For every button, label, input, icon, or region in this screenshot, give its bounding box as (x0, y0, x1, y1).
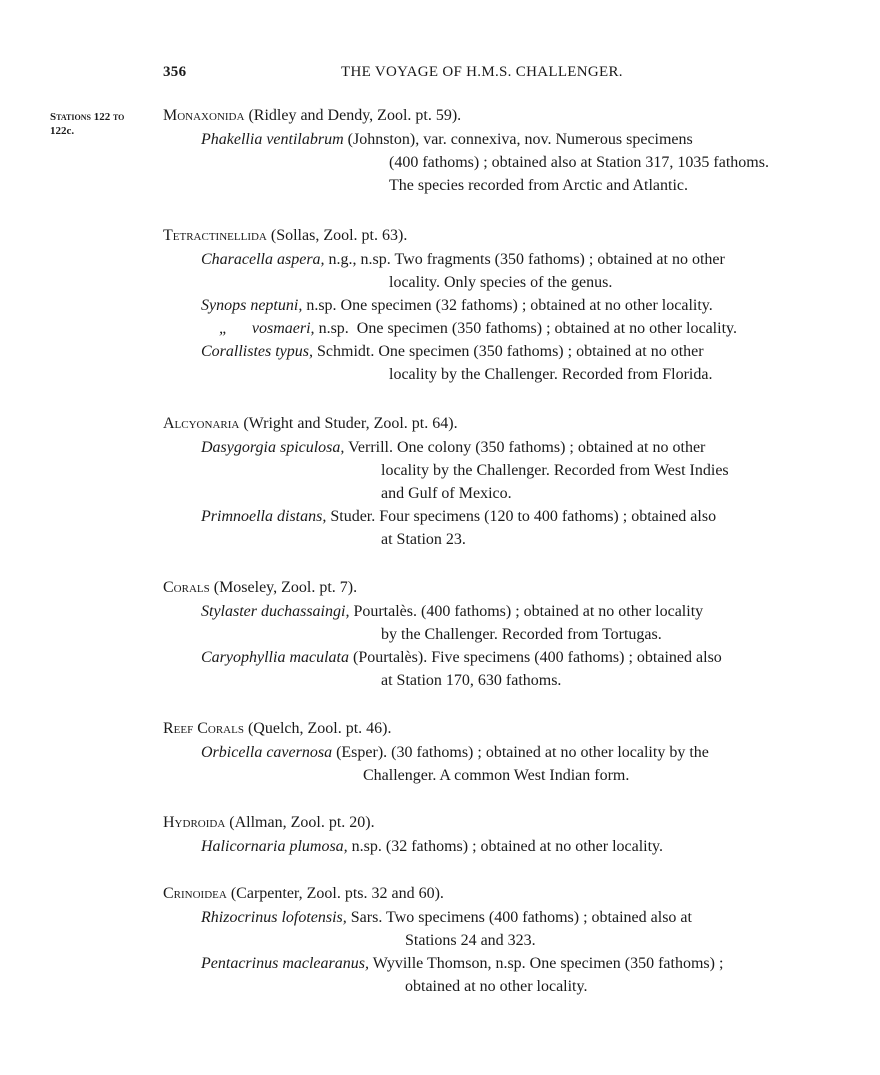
section-corals (163, 576, 853, 692)
species-entry (163, 340, 853, 386)
entry-continuation: locality by the Challenger. Recorded from West Indies (381, 462, 729, 479)
entry-first-line (163, 835, 853, 858)
section-hydroida (163, 811, 853, 858)
species-entry (163, 128, 853, 197)
entry-text: (Johnston), var. connexiva, nov. Numerous specimens (347, 131, 693, 148)
species-name: Phakellia ventilabrum (201, 131, 344, 148)
section-reef-corals (163, 717, 853, 787)
entry-text: n.sp. One specimen (32 fathoms) ; obtained at no other locality. (306, 297, 713, 314)
species-entry (163, 505, 853, 551)
entry-continuation: by the Challenger. Recorded from Tortugas. (381, 626, 662, 643)
species-name: Primnoella distans, (201, 508, 327, 525)
species-entry (163, 600, 853, 646)
species-name: Corallistes typus, (201, 343, 314, 360)
entry-first-line (163, 436, 853, 459)
group-name: Alcyonaria (163, 415, 240, 432)
section-heading (163, 224, 853, 248)
species-name: Dasygorgia spiculosa, (201, 439, 345, 456)
entry-text: (Pourtalès). Five specimens (400 fathoms) ; obtained also (352, 649, 722, 666)
entry-text: n.g., n.sp. Two fragments (350 fathoms) ; obtained at no other (328, 251, 725, 268)
group-ref: (Allman, Zool. pt. 20). (229, 814, 375, 831)
species-entry (163, 835, 853, 858)
species-name: Pentacrinus maclearanus, (201, 955, 369, 972)
entry-continuation: at Station 170, 630 fathoms. (381, 672, 562, 689)
group-name: Reef Corals (163, 720, 244, 737)
entry-text: Pourtalès. (400 fathoms) ; obtained at no other locality (353, 603, 704, 620)
section-heading (163, 811, 853, 835)
entry-first-line (163, 505, 853, 528)
group-ref: (Sollas, Zool. pt. 63). (270, 227, 408, 244)
species-name: Orbicella cavernosa (201, 744, 333, 761)
species-entry (163, 952, 853, 998)
species-entry (163, 317, 853, 340)
group-name: Crinoidea (163, 885, 227, 902)
entry-first-line (163, 600, 853, 623)
entry-text: Wyville Thomson, n.sp. One specimen (350 fathoms) ; (372, 955, 724, 972)
species-name: Caryophyllia maculata (201, 649, 349, 666)
species-name: Rhizocrinus lofotensis, (201, 909, 347, 926)
species-name: Synops neptuni, (201, 297, 303, 314)
group-name: Tetractinellida (163, 227, 267, 244)
running-header (163, 64, 843, 86)
species-entry (163, 294, 853, 317)
group-ref: (Ridley and Dendy, Zool. pt. 59). (248, 107, 462, 124)
entry-text: (Esper). (30 fathoms) ; obtained at no other locality by the (336, 744, 709, 761)
entry-text: Schmidt. One specimen (350 fathoms) ; obtained at no other (317, 343, 704, 360)
margin-note-line: Stations 122 to (50, 111, 125, 123)
entry-first-line (163, 294, 853, 317)
species-entry (163, 248, 853, 294)
group-ref: (Quelch, Zool. pt. 46). (247, 720, 392, 737)
section-alcyonaria (163, 412, 853, 551)
entry-continuation: and Gulf of Mexico. (381, 485, 512, 502)
entry-continuation: Challenger. A common West Indian form. (363, 767, 630, 784)
entry-continuation: locality by the Challenger. Recorded from Florida. (389, 366, 713, 383)
species-entry (163, 741, 853, 787)
group-name: Corals (163, 579, 210, 596)
entry-continuation: at Station 23. (381, 531, 466, 548)
section-heading (163, 104, 853, 128)
margin-note-line: 122c. (50, 125, 75, 137)
entry-text: Verrill. One colony (350 fathoms) ; obtained at no other (348, 439, 706, 456)
entry-continuation: The species recorded from Arctic and Atlantic. (389, 177, 688, 194)
entry-text: Sars. Two specimens (400 fathoms) ; obtained also at (350, 909, 692, 926)
running-title: THE VOYAGE OF H.M.S. CHALLENGER. (341, 64, 623, 80)
entry-continuation: obtained at no other locality. (405, 978, 588, 995)
section-heading (163, 576, 853, 600)
species-entry (163, 646, 853, 692)
species-entry (163, 436, 853, 505)
species-name: Characella aspera, (201, 251, 325, 268)
species-entry (163, 906, 853, 952)
group-name: Monaxonida (163, 107, 245, 124)
group-name: Hydroida (163, 814, 226, 831)
section-heading (163, 717, 853, 741)
species-name: Halicornaria plumosa, (201, 838, 348, 855)
group-ref: (Wright and Studer, Zool. pt. 64). (243, 415, 458, 432)
entry-first-line (163, 317, 853, 340)
entry-first-line (163, 340, 853, 363)
entry-continuation: Stations 24 and 323. (405, 932, 536, 949)
page-number: 356 (163, 64, 187, 80)
group-ref: (Moseley, Zool. pt. 7). (213, 579, 358, 596)
entry-first-line (163, 741, 853, 764)
entry-first-line (163, 952, 853, 975)
section-crinoidea (163, 882, 853, 998)
entry-text: Studer. Four specimens (120 to 400 fathoms) ; obtained also (330, 508, 717, 525)
species-name: Stylaster duchassaingi, (201, 603, 350, 620)
section-monaxonida (163, 104, 853, 197)
entry-first-line (163, 128, 853, 151)
entry-first-line (163, 906, 853, 929)
species-name: „ vosmaeri, (219, 320, 315, 337)
section-tetractinellida (163, 224, 853, 386)
entry-text: n.sp. (32 fathoms) ; obtained at no other locality. (351, 838, 664, 855)
entry-first-line (163, 248, 853, 271)
entry-continuation: locality. Only species of the genus. (389, 274, 613, 291)
entry-continuation: (400 fathoms) ; obtained also at Station 317, 1035 fathoms. (389, 154, 769, 171)
section-heading (163, 412, 853, 436)
group-ref: (Carpenter, Zool. pts. 32 and 60). (230, 885, 444, 902)
section-heading (163, 882, 853, 906)
entry-text: n.sp. One specimen (350 fathoms) ; obtained at no other locality. (318, 320, 737, 337)
entry-first-line (163, 646, 853, 669)
margin-note (50, 110, 160, 138)
